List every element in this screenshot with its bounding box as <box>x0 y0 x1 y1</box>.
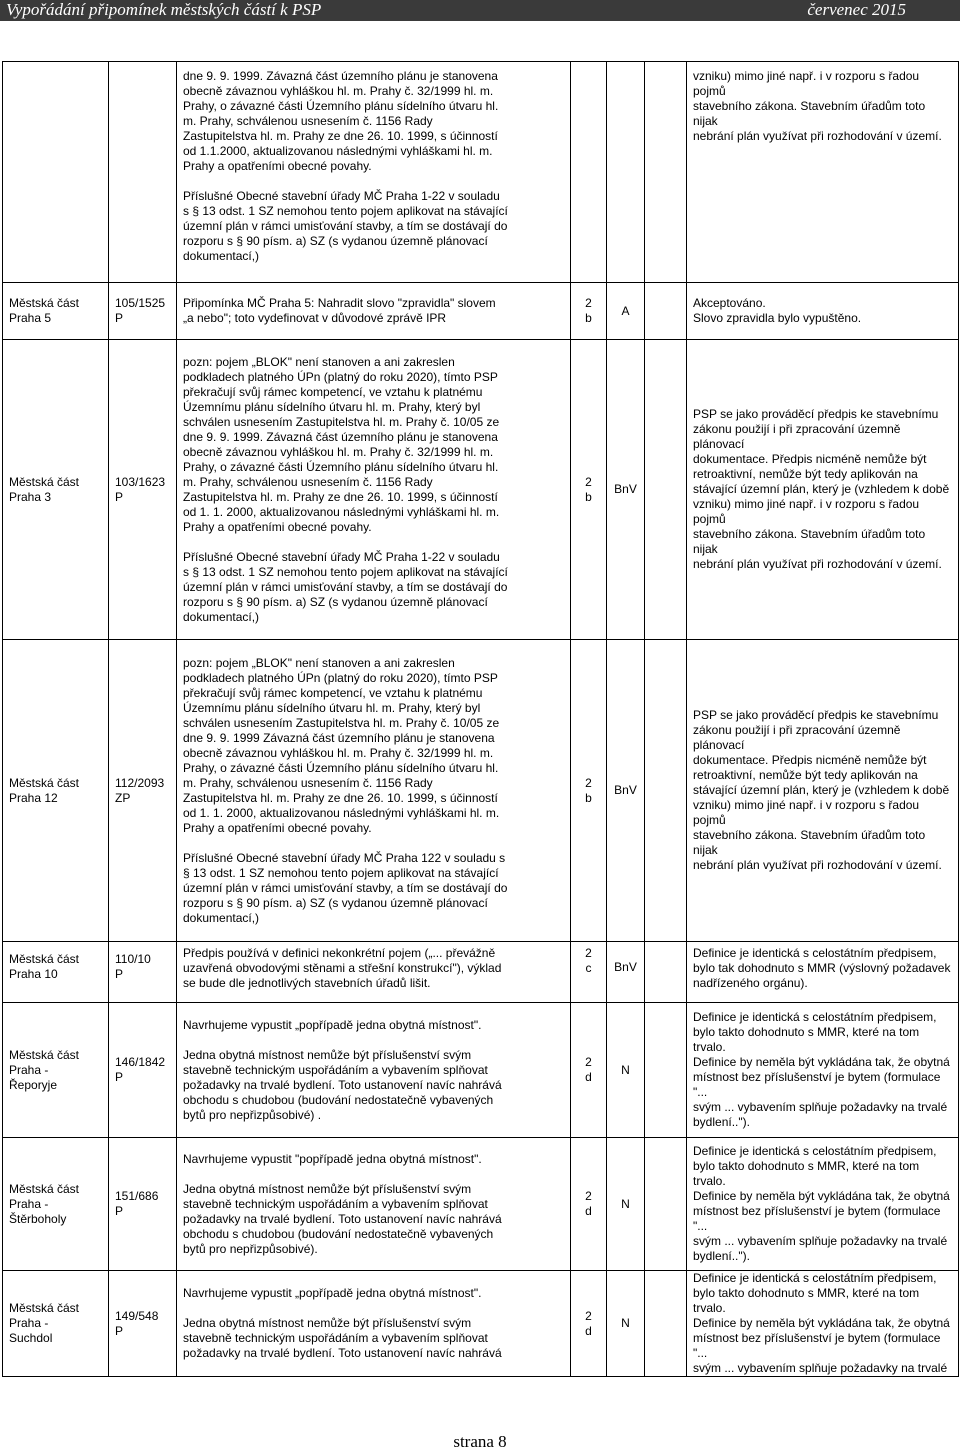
resolution-cell: Akceptováno. Slovo zpravidla bylo vypuštěno. <box>687 283 959 340</box>
empty-cell <box>645 1138 687 1271</box>
comment-cell <box>177 340 571 640</box>
number-cell: 103/1623 P <box>109 340 177 640</box>
empty-cell <box>645 942 687 1003</box>
category-cell: 2 b <box>571 640 607 942</box>
table-row <box>3 283 959 340</box>
district-cell: Městská část Praha - Štěrboholy <box>3 1138 109 1271</box>
comment-cell <box>177 640 571 942</box>
status-cell: BnV <box>607 340 645 640</box>
number-cell: 110/10 P <box>109 942 177 1003</box>
comment-paragraph: Příslušné Obecné stavební úřady MČ Praha 1-22 v souladu s § 13 odst. 1 SZ nemohou tento pojem aplikovat na stávající územní plán v rámci umisťování stavby, a tím se dostávají do rozporu s § 90 písm. a) SZ (s vydanou územně plánovací dokumentací,) <box>183 549 508 624</box>
district-cell: Městská část Praha 12 <box>3 640 109 942</box>
document-title: Vypořádání připomínek městských částí k PSP <box>6 0 322 19</box>
number-cell: 146/1842 P <box>109 1003 177 1138</box>
district-cell <box>3 62 109 283</box>
empty-cell <box>645 1003 687 1138</box>
table-row <box>3 1003 959 1138</box>
empty-cell <box>645 1271 687 1377</box>
table-row <box>3 640 959 942</box>
category-cell: 2 b <box>571 283 607 340</box>
comment-paragraph: Navrhujeme vypustit "popřípadě jedna obytná místnost". <box>183 1151 482 1166</box>
category-cell <box>571 62 607 283</box>
category-cell: 2 d <box>571 1003 607 1138</box>
table-row <box>3 340 959 640</box>
number-cell: 151/686 P <box>109 1138 177 1271</box>
comment-cell <box>177 283 571 340</box>
comment-cell <box>177 1271 571 1377</box>
comment-paragraph: Jedna obytná místnost nemůže být příslušenství svým stavebně technickým uspořádáním a vybavením splňovat požadavky na trvalé bydlení. Toto ustanovení navíc nahrává obchodu s chudobou (budování nedostatečně vybavených bytů pro nepřizpůsobivé) . <box>183 1047 502 1122</box>
category-cell: 2 c <box>571 942 607 1003</box>
number-cell: 105/1525 P <box>109 283 177 340</box>
comment-cell <box>177 942 571 1003</box>
number-cell: 149/548 P <box>109 1271 177 1377</box>
comment-cell <box>177 1003 571 1138</box>
category-cell: 2 d <box>571 1138 607 1271</box>
resolution-cell: Definice je identická s celostátním předpisem, bylo tak dohodnuto s MMR (výslovný požadavek nadřízeného orgánu). <box>687 942 959 1003</box>
table-row <box>3 1138 959 1271</box>
comment-paragraph: dne 9. 9. 1999. Závazná část územního plánu je stanovena obecně závaznou vyhláškou hl. m. Prahy č. 32/1999 hl. m. Prahy, o závazné části Územního plánu sídelního útvaru hl. m. Prahy, schválenou usnesením č. 1156 Rady Zastupitelstva hl. m. Prahy ze dne 26. 10. 1999, s účinností od 1.1.2000, aktualizovanou následnými vyhláškami hl. m. Prahy a opatřeními obecné povahy. <box>183 69 499 173</box>
empty-cell <box>645 340 687 640</box>
comment-cell <box>177 1138 571 1271</box>
comment-paragraph: Příslušné Obecné stavební úřady MČ Praha 1-22 v souladu s § 13 odst. 1 SZ nemohou tento pojem aplikovat na stávající územní plán v rámci umisťování stavby, a tím se dostávají do rozporu s § 90 písm. a) SZ (s vydanou územně plánovací dokumentací,) <box>183 189 508 263</box>
table-row <box>3 942 959 1003</box>
document-date: červenec 2015 <box>807 0 906 19</box>
resolution-cell: Definice je identická s celostátním předpisem, bylo takto dohodnuto s MMR, které na tom trvalo. Definice by neměla být vykládána tak, že obytná místnost bez příslušenství je bytem (formulace "... svým ... vybavením splňuje požadavky na trvalé bydlení.."). <box>687 1138 959 1271</box>
district-cell: Městská část Praha - Řeporyje <box>3 1003 109 1138</box>
empty-cell <box>645 640 687 942</box>
empty-cell <box>645 62 687 283</box>
category-cell: 2 d <box>571 1271 607 1377</box>
number-cell: 112/2093 ZP <box>109 640 177 942</box>
page-number: strana 8 <box>453 1432 507 1451</box>
comment-paragraph: Navrhujeme vypustit „popřípadě jedna obytná místnost". <box>183 1286 482 1300</box>
status-cell: A <box>607 283 645 340</box>
resolution-cell: vzniku) mimo jiné např. i v rozporu s řadou pojmů stavebního zákona. Stavebním úřadům toto nijak nebrání plán využívat při rozhodování v území. <box>687 62 959 283</box>
status-cell: N <box>607 1138 645 1271</box>
comment-paragraph: pozn: pojem „BLOK" není stanoven a ani zakreslen podkladech platného ÚPn (platný do roku 2020), tímto PSP překračují svůj rámec kompetencí, ve vztahu k platnému Územnímu plánu sídelního útvaru hl. m. Prahy, který byl schválen usnesením Zastupitelstva hl. m. Prahy č. 10/05 ze dne 9. 9. 1999 Závazná část územního plánu je stanovena obecně závaznou vyhláškou hl. m. Prahy č. 32/1999 hl. m. Prahy, o závazné části Územního plánu sídelního útvaru hl. m. Prahy, schválenou usnesením č. 1156 Rady Zastupitelstva hl. m. Prahy ze dne 26. 10. 1999, s účinností od 1. 1. 2000, aktualizovanou následnými vyhláškami hl. m. Prahy a opatřeními obecné povahy. <box>183 655 500 835</box>
resolution-cell: Definice je identická s celostátním předpisem, bylo takto dohodnuto s MMR, které na tom trvalo. Definice by neměla být vykládána tak, že obytná místnost bez příslušenství je bytem (formulace "... svým ... vybavením splňuje požadavky na trvalé <box>687 1271 959 1377</box>
district-cell: Městská část Praha 10 <box>3 942 109 1003</box>
comment-paragraph: Připomínka MČ Praha 5: Nahradit slovo "zpravidla" slovem „a nebo"; toto vydefinovat v důvodové zprávě IPR <box>183 296 496 325</box>
comment-paragraph: pozn: pojem „BLOK" není stanoven a ani zakreslen podkladech platného ÚPn (platný do roku 2020), tímto PSP překračují svůj rámec kompetencí, ve vztahu k platnému Územnímu plánu sídelního útvaru hl. m. Prahy, který byl schválen usnesením Zastupitelstva hl. m. Prahy č. 10/05 ze dne 9. 9. 1999. Závazná část územního plánu je stanovena obecně závaznou vyhláškou hl. m. Prahy č. 32/1999 hl. m. Prahy, o závazné části Územního plánu sídelního útvaru hl. m. Prahy, schválenou usnesením č. 1156 Rady Zastupitelstva hl. m. Prahy ze dne 26. 10. 1999, s účinností od 1. 1. 2000, aktualizovanou následnými vyhláškami hl. m. Prahy a opatřeními obecné povahy. <box>183 354 500 534</box>
document-header <box>0 0 960 21</box>
comment-paragraph: Předpis používá v definici nekonkrétní pojem („... převážně uzavřená obvodovými stěnami a střešní konstrukcí"), výklad se bude dle jednotlivých stavebních úřadů lišit. <box>183 946 502 990</box>
district-cell: Městská část Praha - Suchdol <box>3 1271 109 1377</box>
resolution-cell: PSP se jako prováděcí předpis ke stavebnímu zákonu použijí i při zpracování územně plánovací dokumentace. Předpis nicméně nemůže být retroaktivní, nemůže být tedy aplikován na stávající územní plán, který je (vzhledem k době vzniku) mimo jiné např. i v rozporu s řadou pojmů stavebního zákona. Stavebním úřadům toto nijak nebrání plán využívat při rozhodování v území. <box>687 340 959 640</box>
district-cell: Městská část Praha 5 <box>3 283 109 340</box>
status-cell: BnV <box>607 640 645 942</box>
table-row <box>3 1271 959 1377</box>
category-cell: 2 b <box>571 340 607 640</box>
comment-paragraph: Příslušné Obecné stavební úřady MČ Praha 122 v souladu s § 13 odst. 1 SZ nemohou tento pojem aplikovat na stávající územní plán v rámci umisťování stavby, a tím se dostávají do rozporu s § 90 písm. a) SZ (s vydanou územně plánovací dokumentací,) <box>183 850 508 925</box>
resolution-cell: PSP se jako prováděcí předpis ke stavebnímu zákonu použijí i při zpracování územně plánovací dokumentace. Předpis nicméně nemůže být retroaktivní, nemůže být tedy aplikován na stávající územní plán, který je (vzhledem k době vzniku) mimo jiné např. i v rozporu s řadou pojmů stavebního zákona. Stavebním úřadům toto nijak nebrání plán využívat při rozhodování v území. <box>687 640 959 942</box>
empty-cell <box>645 283 687 340</box>
status-cell: N <box>607 1003 645 1138</box>
district-cell: Městská část Praha 3 <box>3 340 109 640</box>
comments-table <box>2 61 959 1377</box>
comment-paragraph: Jedna obytná místnost nemůže být příslušenství svým stavebně technickým uspořádáním a vybavením splňovat požadavky na trvalé bydlení. Toto ustanovení navíc nahrává <box>183 1316 502 1360</box>
status-cell: N <box>607 1271 645 1377</box>
table-row <box>3 62 959 283</box>
comment-cell <box>177 62 571 283</box>
number-cell <box>109 62 177 283</box>
status-cell: BnV <box>607 942 645 1003</box>
comment-paragraph: Navrhujeme vypustit „popřípadě jedna obytná místnost". <box>183 1017 482 1032</box>
resolution-cell: Definice je identická s celostátním předpisem, bylo takto dohodnuto s MMR, které na tom trvalo. Definice by neměla být vykládána tak, že obytná místnost bez příslušenství je bytem (formulace "... svým ... vybavením splňuje požadavky na trvalé bydlení.."). <box>687 1003 959 1138</box>
comment-paragraph: Jedna obytná místnost nemůže být příslušenství svým stavebně technickým uspořádáním a vybavením splňovat požadavky na trvalé bydlení. Toto ustanovení navíc nahrává obchodu s chudobou (budování nedostatečně vybavených bytů pro nepřizpůsobivé). <box>183 1181 502 1256</box>
status-cell <box>607 62 645 283</box>
